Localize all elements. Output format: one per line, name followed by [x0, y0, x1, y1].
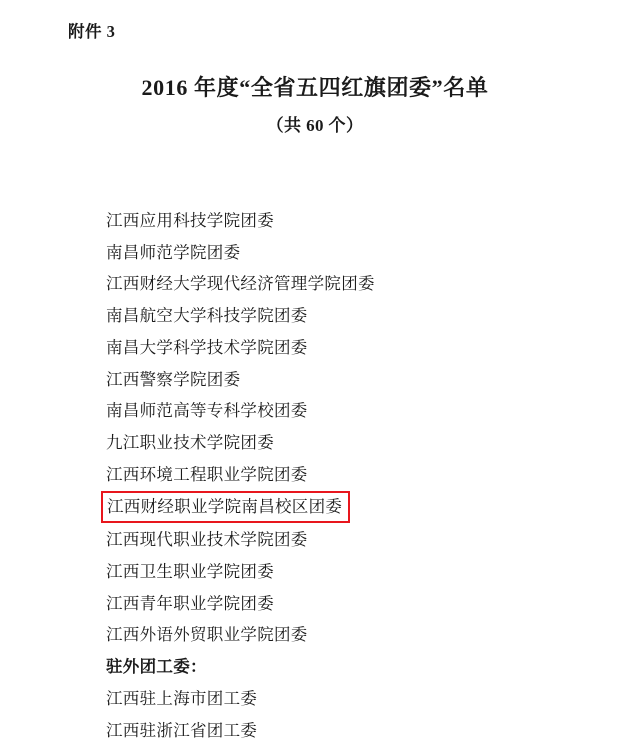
- list-item: 江西环境工程职业学院团委: [106, 464, 308, 484]
- section-heading: 驻外团工委：: [106, 657, 207, 677]
- list-item-highlight-wrapper: [106, 490, 566, 524]
- list-item: 江西应用科技学院团委: [106, 211, 274, 230]
- list-item: 江西驻浙江省团工委: [106, 720, 258, 740]
- list-item: 江西警察学院团委: [106, 369, 241, 389]
- organization-list: [106, 205, 566, 746]
- list-item: 南昌师范高等专科学校团委: [106, 401, 308, 421]
- attachment-label: 附件 3: [68, 22, 116, 41]
- page-subtitle: （共 60 个）: [266, 116, 364, 135]
- list-item: 江西财经大学现代经济管理学院团委: [106, 274, 375, 294]
- page-title: 2016 年度“全省五四红旗团委”名单: [141, 75, 489, 100]
- list-item: 江西卫生职业学院团委: [106, 562, 274, 582]
- list-item: 九江职业技术学院团委: [106, 432, 274, 452]
- list-item: 江西驻上海市团工委: [106, 688, 258, 708]
- list-item: 南昌航空大学科技学院团委: [106, 306, 308, 326]
- list-item: 南昌师范学院团委: [106, 242, 241, 262]
- list-item: 江西外语外贸职业学院团委: [106, 625, 308, 645]
- list-item: 江西青年职业学院团委: [106, 593, 274, 613]
- highlighted-list-item: 江西财经职业学院南昌校区团委: [101, 491, 350, 523]
- list-item: 南昌大学科学技术学院团委: [106, 337, 308, 357]
- list-item: 江西现代职业技术学院团委: [106, 530, 308, 550]
